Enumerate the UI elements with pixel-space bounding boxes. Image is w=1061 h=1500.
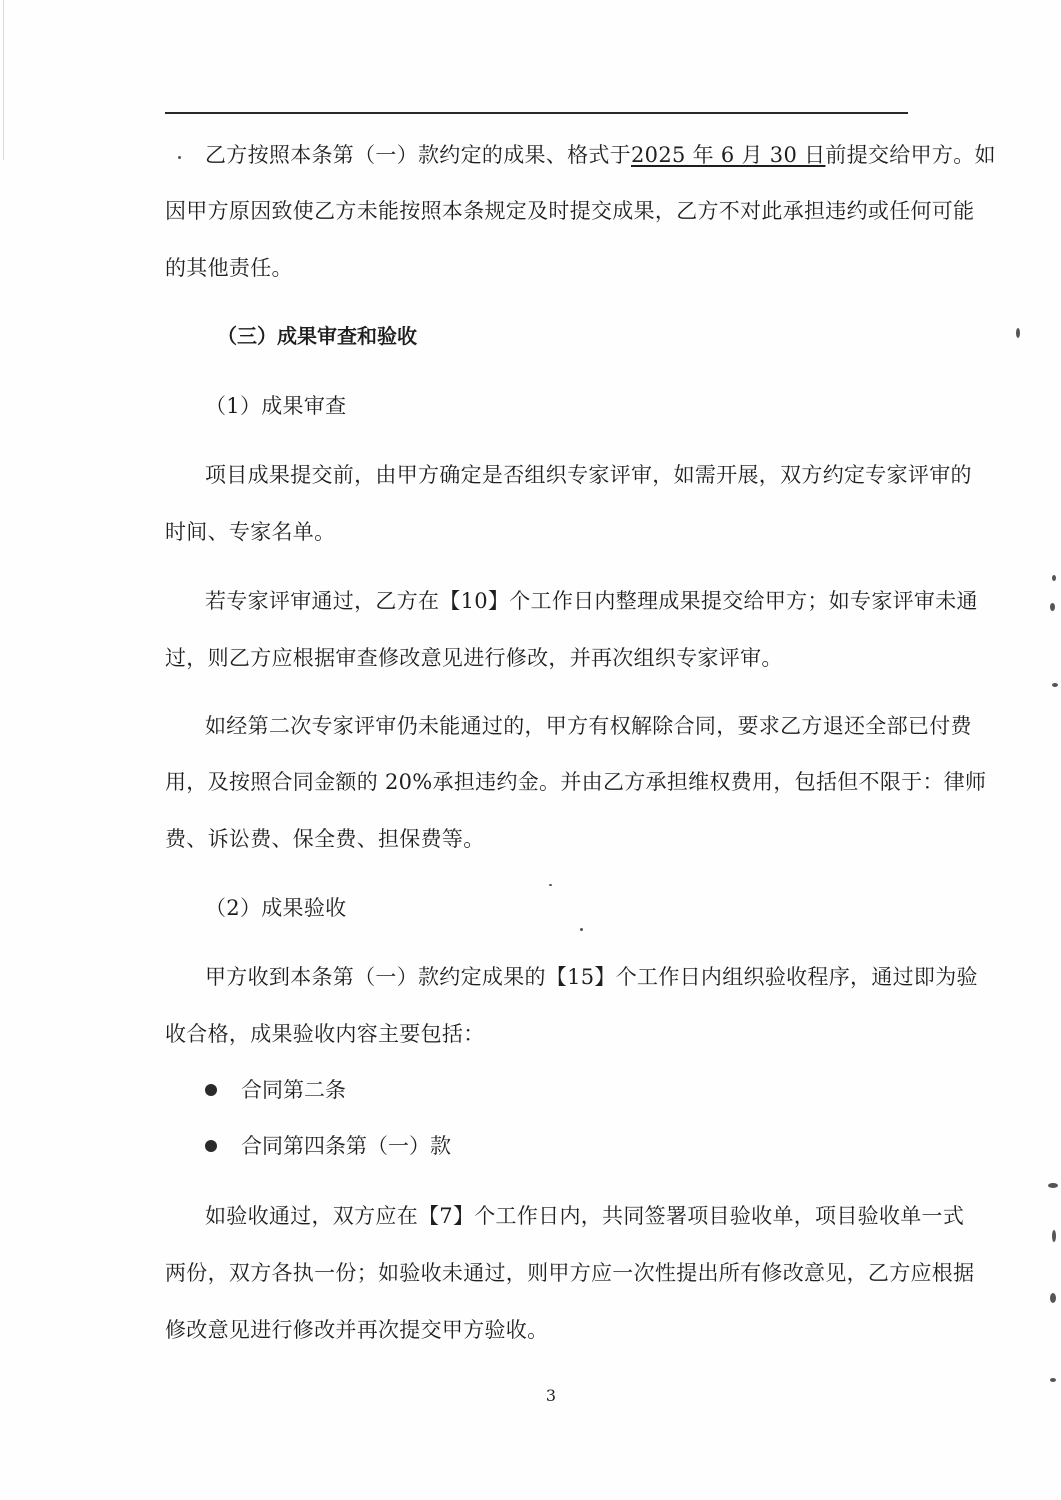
paragraph-3-line-1: 若专家评审通过，乙方在【10】个工作日内整理成果提交给甲方；如专家评审未通: [205, 589, 978, 613]
scan-speck: [1016, 328, 1020, 338]
paragraph-4-line-2: 用，及按照合同金额的 20%承担违约金。并由乙方承担维权费用，包括但不限于：律师: [165, 770, 987, 794]
scan-speck: [1052, 683, 1058, 687]
bullet-dot-icon: [205, 1140, 217, 1152]
paragraph-1-text-a: 乙方按照本条第（一）款约定的成果、格式于: [205, 143, 631, 167]
paragraph-2-line-1: 项目成果提交前，由甲方确定是否组织专家评审，如需开展，双方约定专家评审的: [205, 463, 972, 487]
paragraph-4-line-3: 费、诉讼费、保全费、担保费等。: [165, 827, 485, 851]
scan-speck: [549, 884, 552, 886]
paragraph-6-line-2: 两份，双方各执一份；如验收未通过，则甲方应一次性提出所有修改意见，乙方应根据: [165, 1261, 975, 1285]
paragraph-1-line-2: 因甲方原因致使乙方未能按照本条规定及时提交成果，乙方不对此承担违约或任何可能: [165, 199, 975, 223]
subsection-1-title: （1）成果审查: [205, 394, 347, 418]
scan-speck: [1050, 603, 1055, 611]
paragraph-3-line-2: 过，则乙方应根据审查修改意见进行修改，并再次组织专家评审。: [165, 646, 783, 670]
scan-speck: [1048, 1183, 1058, 1188]
scan-speck: [1050, 1378, 1056, 1382]
bullet-item: [205, 1076, 346, 1104]
scan-speck: [1050, 1293, 1056, 1303]
paragraph-5-line-1: 甲方收到本条第（一）款约定成果的【15】个工作日内组织验收程序，通过即为验: [205, 965, 978, 989]
bullet-item-text: 合同第四条第（一）款: [241, 1134, 451, 1158]
paragraph-1-line-3: 的其他责任。: [165, 256, 293, 280]
paragraph-6-line-1: 如验收通过，双方应在【7】个工作日内，共同签署项目验收单，项目验收单一式: [205, 1204, 965, 1228]
page-number: 3: [545, 1386, 557, 1405]
paragraph-6-line-3: 修改意见进行修改并再次提交甲方验收。: [165, 1318, 549, 1342]
paragraph-1-text-b: 前提交给甲方。如: [825, 143, 996, 167]
scan-speck: [178, 156, 181, 159]
scan-speck: [1052, 575, 1056, 581]
bullet-dot-icon: [205, 1084, 217, 1096]
scan-edge-line: [3, 0, 4, 160]
paragraph-5-line-2: 收合格，成果验收内容主要包括：: [165, 1022, 485, 1046]
scan-speck: [1052, 1230, 1056, 1242]
paragraph-4-line-1: 如经第二次专家评审仍未能通过的，甲方有权解除合同，要求乙方退还全部已付费: [205, 714, 972, 738]
header-rule: [165, 112, 908, 114]
bullet-item: [205, 1132, 451, 1160]
paragraph-1-line-1: [205, 141, 996, 169]
subsection-2-title: （2）成果验收: [205, 896, 347, 920]
scan-speck: [580, 928, 583, 931]
deadline-date: 2025 年 6 月 30 日: [631, 143, 826, 167]
paragraph-2-line-2: 时间、专家名单。: [165, 520, 336, 544]
bullet-item-text: 合同第二条: [241, 1078, 346, 1102]
section-heading: （三）成果审查和验收: [217, 324, 417, 348]
